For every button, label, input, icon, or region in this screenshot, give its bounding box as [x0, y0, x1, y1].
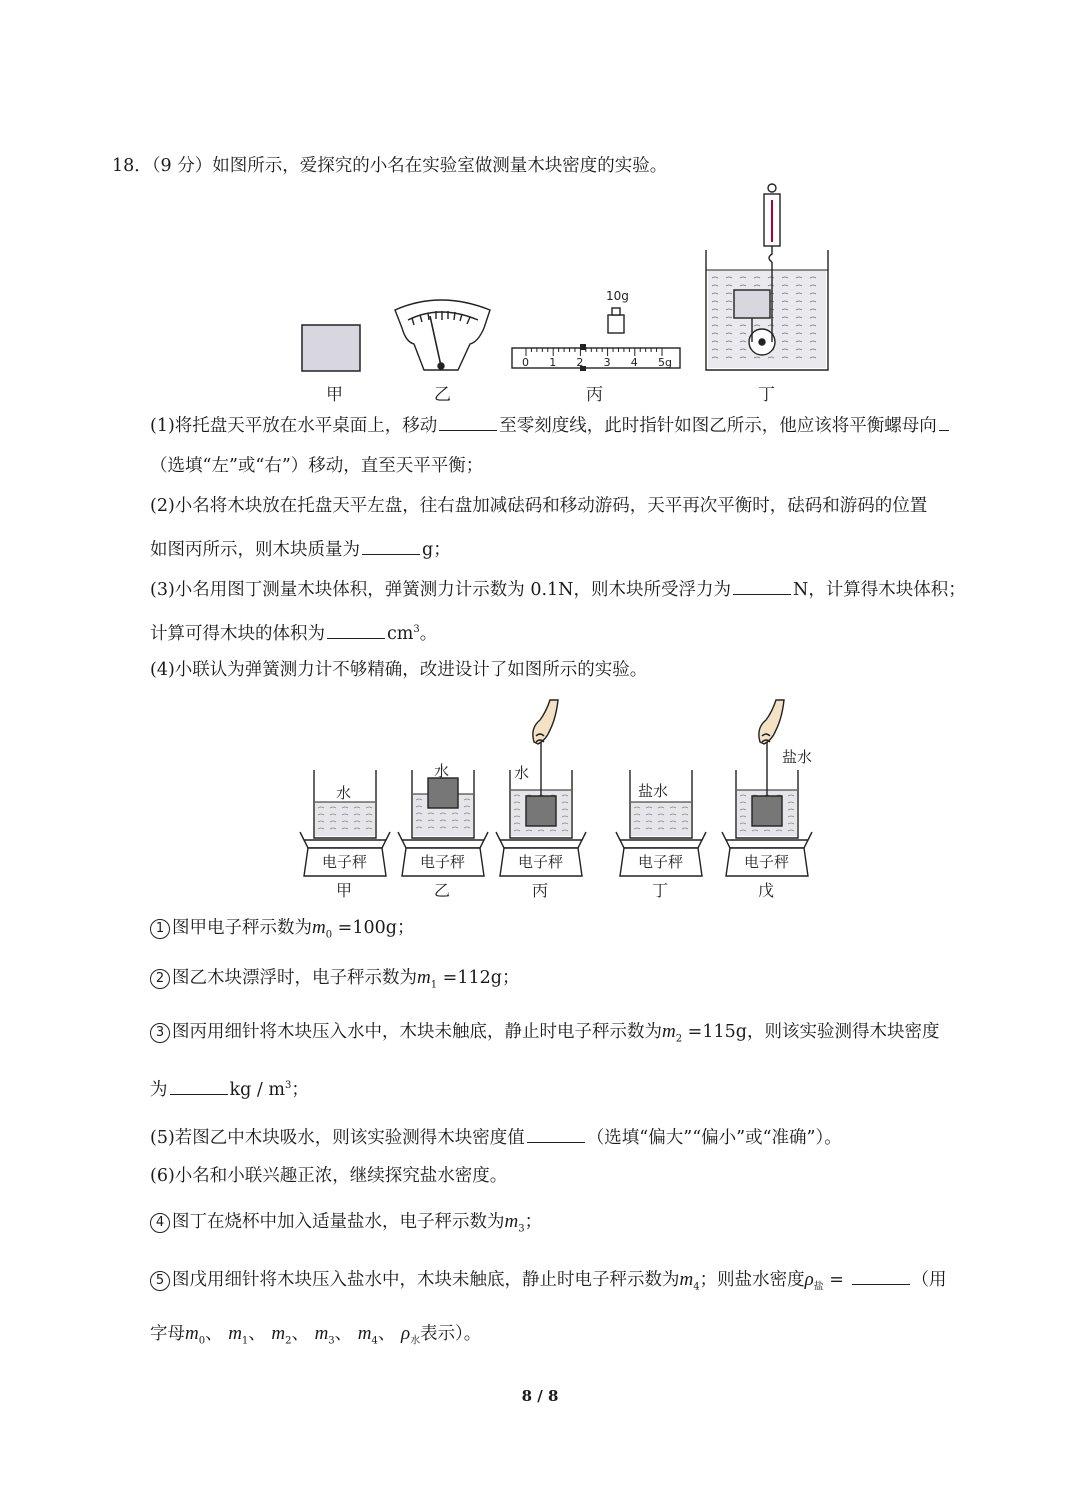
step-5: 5 图戊用细针将木块压入盐水中，木块未触底，静止时电子秤示数为$m_4$；则盐水密度$\rho_盐$ = （用 [150, 1266, 947, 1300]
circle-number-2: 2 [150, 969, 170, 989]
figure1-labels [326, 385, 775, 405]
part-4-line: (4)小联认为弹簧测力计不够精确，改进设计了如图所示的实验。 [150, 660, 648, 680]
scale-label: 电子秤 [638, 853, 684, 871]
answer-blank-3c[interactable] [170, 1076, 228, 1095]
ruler-tick-label: 3 [603, 356, 611, 369]
step-3: 3 图丙用细针将木块压入水中，木块未触底，静止时电子秤示数为$m_2 =115g$，则该实验测得木块密度 [150, 1020, 939, 1052]
circle-number-3: 3 [150, 1023, 170, 1043]
setup-label: 乙 [434, 881, 451, 900]
part-6-line: (6)小名和小联兴趣正浓，继续探究盐水密度。 [150, 1166, 508, 1186]
liquid-label: 水 [336, 784, 352, 802]
scale-setup-2 [398, 762, 488, 900]
liquid-label: 盐水 [782, 748, 813, 766]
step-4: 4 图丁在烧杯中加入适量盐水，电子秤示数为$m_3$； [150, 1210, 542, 1242]
step-5-continued: 字母$m_0$、 $m_1$、 $m_2$、 $m_3$、 $m_4$、 $\rho_水$表示）。 [150, 1323, 482, 1347]
balance-pointer-dial [395, 300, 490, 370]
setup-label: 丙 [532, 881, 549, 900]
ruler-tick-label: 5g [658, 356, 672, 369]
step-2: 2 图乙木块漂浮时，电子秤示数为$m_1 =112g$； [150, 966, 519, 998]
weight-10g [608, 308, 624, 333]
scale-setup-1 [300, 770, 390, 900]
setup-label: 戊 [758, 881, 775, 900]
ruler-tick-label: 2 [576, 356, 584, 369]
ruler-tick-label: 0 [522, 356, 529, 369]
part-5-line: (5)若图乙中木块吸水，则该实验测得木块密度值 （选填“偏大”“偏小”或“准确”）。 [150, 1124, 842, 1150]
scale-setup-5 [722, 700, 812, 900]
part-1-line-1: (1)将托盘天平放在水平桌面上，移动 至零刻度线，此时指针如图乙所示，他应该将平衡螺母向 [150, 412, 951, 438]
answer-blank-5b[interactable] [852, 1266, 910, 1285]
circle-number-4: 4 [150, 1213, 170, 1233]
page-number: 8 / 8 [521, 1387, 559, 1405]
figure-electronic-scale-experiment [298, 698, 818, 903]
scale-label: 电子秤 [322, 853, 368, 871]
ruler-tick-label: 4 [630, 356, 638, 369]
step-3-continued: 为 kg / $m^3$； [150, 1074, 309, 1102]
part-3-line-1: (3)小名用图丁测量木块体积，弹簧测力计示数为 0.1N，则木块所受浮力为 N，计算得木块体积； [150, 576, 966, 602]
liquid-label: 水 [514, 764, 530, 782]
setup-label: 甲 [336, 881, 353, 900]
question-header: 18．（9 分）如图所示，爱探究的小名在实验室做测量木块密度的实验。 [112, 156, 668, 176]
circle-number-5: 5 [150, 1271, 170, 1291]
answer-blank-1b[interactable] [939, 412, 949, 431]
liquid-label: 水 [434, 762, 450, 780]
answer-blank-5[interactable] [527, 1124, 585, 1143]
svg-text:甲: 甲 [326, 385, 343, 405]
part-1-line-2: （选填“左”或“右”）移动，直至天平平衡； [150, 456, 484, 476]
svg-text:丙: 丙 [586, 385, 603, 405]
wood-block [302, 325, 360, 371]
scale-setup-3 [496, 700, 586, 900]
setup-label: 丁 [652, 881, 669, 900]
weight-label: 10g [606, 289, 629, 303]
figure-balance-experiment [290, 180, 775, 405]
answer-blank-1a[interactable] [439, 412, 497, 431]
answer-blank-3b[interactable] [327, 620, 385, 639]
part-2-line-2: 如图丙所示，则木块质量为 g； [150, 536, 451, 562]
scale-label: 电子秤 [744, 853, 790, 871]
svg-text:丁: 丁 [758, 385, 775, 405]
svg-text:乙: 乙 [434, 385, 451, 405]
scale-label: 电子秤 [518, 853, 564, 871]
ruler-tick-label: 1 [549, 356, 557, 369]
answer-blank-2[interactable] [362, 536, 420, 555]
part-3-line-2: 计算可得木块的体积为 $cm^3$。 [150, 618, 437, 646]
scale-setup-4 [616, 770, 706, 900]
step-1: 1 图甲电子秤示数为$m_0 =100g$； [150, 916, 414, 948]
liquid-label: 盐水 [638, 782, 669, 800]
circle-number-1: 1 [150, 919, 170, 939]
scale-label: 电子秤 [420, 853, 466, 871]
spring-scale-beaker [706, 184, 828, 370]
answer-blank-3a[interactable] [733, 576, 791, 595]
rider-scale-ruler [512, 344, 680, 371]
part-2-line-1: (2)小名将木块放在托盘天平左盘，往右盘加减砝码和移动游码，天平再次平衡时，砝码和游码的位置 [150, 496, 928, 516]
